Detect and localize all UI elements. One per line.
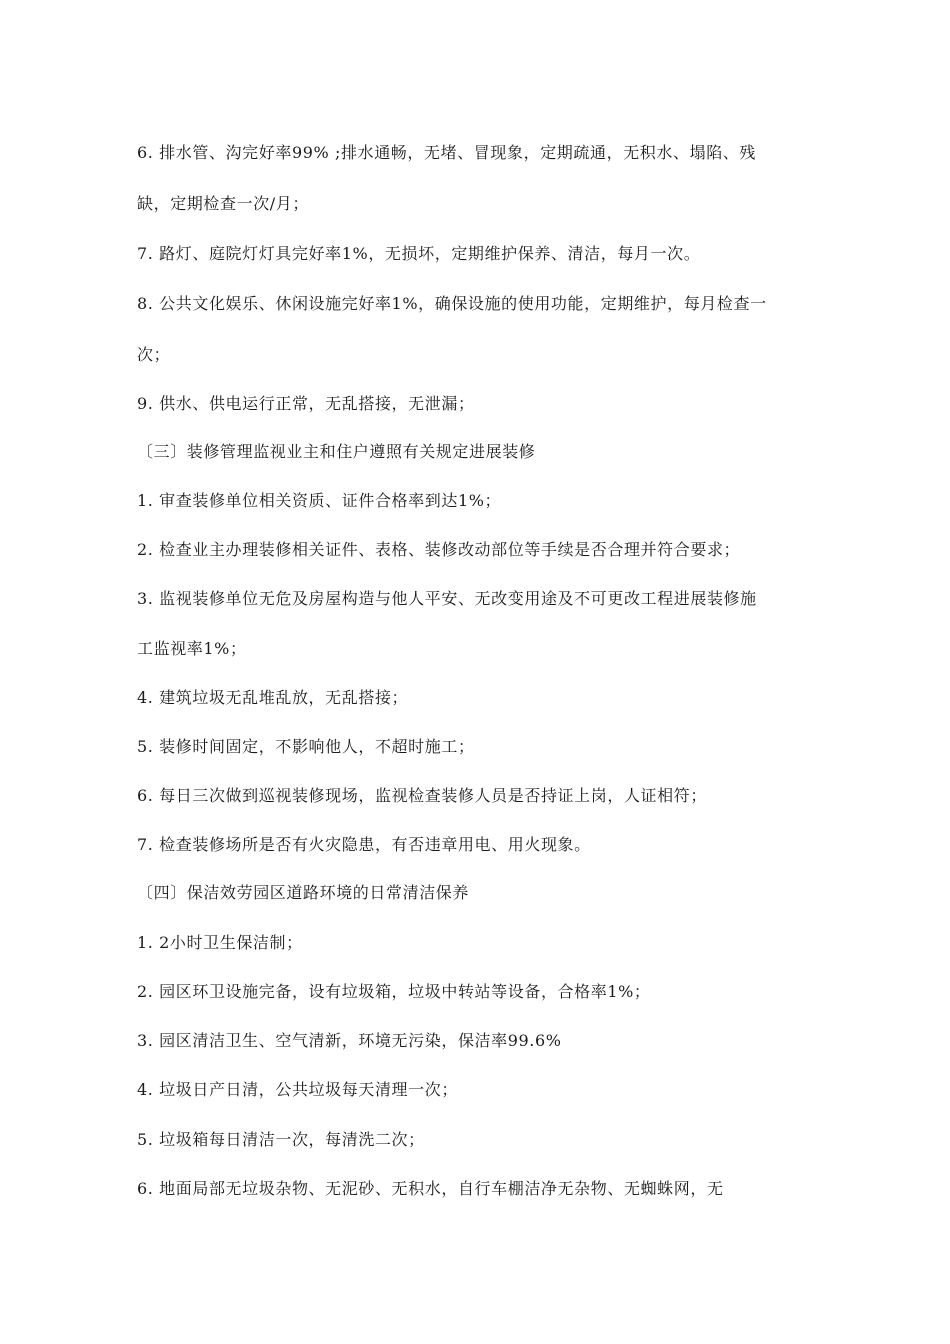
section-heading: 〔三〕装修管理监视业主和住户遵照有关规定进展装修 [137,442,536,461]
text-line: 6. 排水管、沟完好率99% ;排水通畅，无堵、冒现象，定期疏通，无积水、塌陷、残 [137,143,756,162]
section-heading: 〔四〕保洁效劳园区道路环境的日常清洁保养 [137,883,470,902]
text-line: 缺，定期检查一次/月； [137,194,309,213]
text-line: 9. 供水、供电运行正常，无乱搭接，无泄漏； [137,394,475,413]
text-line: 5. 装修时间固定，不影响他人，不超时施工； [137,737,475,756]
text-line: 6. 每日三次做到巡视装修现场，监视检查装修人员是否持证上岗，人证相符； [137,786,707,805]
text-line: 5. 垃圾箱每日清洁一次，每清洗二次； [137,1130,425,1149]
text-line: 1. 审查装修单位相关资质、证件合格率到达1%； [137,491,502,510]
text-line: 2. 检查业主办理装修相关证件、表格、装修改动部位等手续是否合理并符合要求； [137,540,741,559]
text-line: 1. 2小时卫生保洁制； [137,933,303,952]
text-line: 8. 公共文化娱乐、休闲设施完好率1%，确保设施的使用功能，定期维护，每月检查一 [137,294,767,313]
text-line: 3. 监视装修单位无危及房屋构造与他人平安、无改变用途及不可更改工程进展装修施 [137,589,757,608]
text-line: 6. 地面局部无垃圾杂物、无泥砂、无积水，自行车棚洁净无杂物、无蜘蛛网，无 [137,1179,724,1198]
text-line: 工监视率1%； [137,639,247,658]
text-line: 2. 园区环卫设施完备，设有垃圾箱，垃圾中转站等设备，合格率1%； [137,982,651,1001]
text-line: 7. 路灯、庭院灯灯具完好率1%，无损坏，定期维护保养、清洁，每月一次。 [137,244,701,263]
text-line: 7. 检查装修场所是否有火灾隐患，有否违章用电、用火现象。 [137,835,591,854]
text-line: 次； [137,345,171,364]
text-line: 4. 垃圾日产日清，公共垃圾每天清理一次； [137,1080,458,1099]
text-line: 3. 园区清洁卫生、空气清新，环境无污染，保洁率99.6% [137,1031,562,1050]
text-line: 4. 建筑垃圾无乱堆乱放，无乱搭接； [137,688,409,707]
